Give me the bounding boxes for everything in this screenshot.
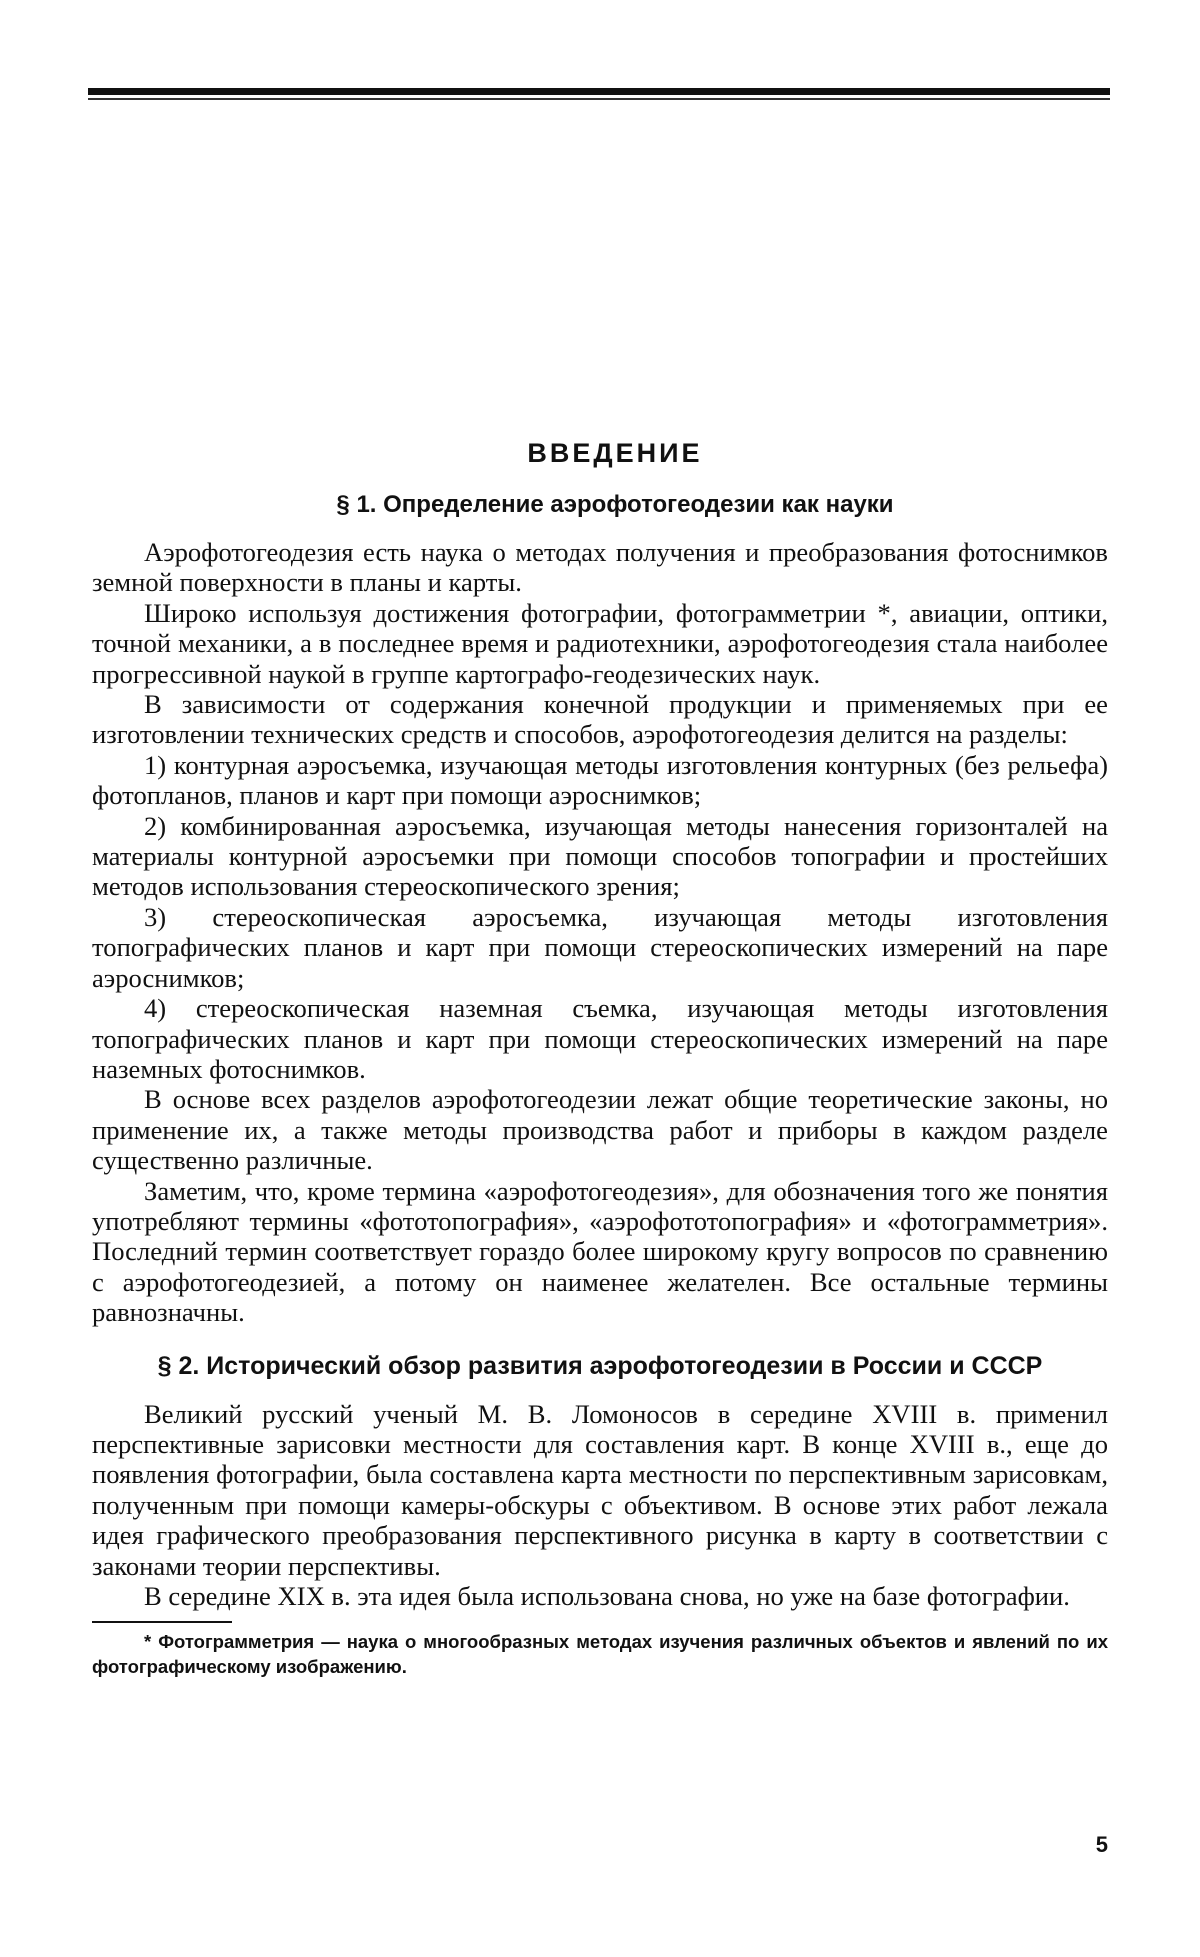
top-rule	[88, 88, 1110, 95]
section-1-body	[92, 537, 1108, 1328]
paragraph: Заметим, что, кроме термина «аэрофотогеодезия», для обозначения того же понятия употребляют термины «фототопография», «аэрофототопография» и «фотограмметрия». Последний термин соответствует гораздо более широкому кругу вопросов по сравнению с аэрофотогеодезией, а потому он наименее желателен. Все остальные термины равнозначны.	[92, 1175, 1108, 1328]
paragraph: Великий русский ученый М. В. Ломоносов в середине XVIII в. применил перспективные зарисовки местности для составления карт. В конце XVIII в., еще до появления фотографии, была составлена карта местности по перспективным зарисовкам, полученным при помощи камеры-обскуры с объективом. В основе этих работ лежала идея графического преобразования перспективного рисунка в карту в соответствии с законами теории перспективы.	[92, 1398, 1108, 1581]
list-item: 2) комбинированная аэросъемка, изучающая методы нанесения горизонталей на материалы контурной аэросъемки при помощи способов топографии и простейших методов использования стереоскопического зрения;	[92, 810, 1108, 902]
list-item: 1) контурная аэросъемка, изучающая методы изготовления контурных (без рельефа) фотопланов, планов и карт при помощи аэроснимков;	[92, 749, 1108, 811]
page-number: 5	[1095, 1832, 1108, 1857]
footnote-rule	[92, 1621, 232, 1623]
paragraph: В основе всех разделов аэрофотогеодезии лежат общие теоретические законы, но применение их, а также методы производства работ и приборы в каждом разделе существенно различные.	[92, 1084, 1108, 1176]
section-2-heading: § 2. Исторический обзор развития аэрофотогеодезии в России и СССР	[157, 1351, 1043, 1380]
top-rule-thin	[88, 98, 1110, 100]
paragraph: Широко используя достижения фотографии, фотограмметрии *, авиации, оптики, точной механики, а в последнее время и радиотехники, аэрофотогеодезия стала наиболее прогрессивной наукой в группе картографо-геодезических наук.	[92, 597, 1108, 689]
page-content	[92, 438, 1108, 1679]
paragraph: В середине XIX в. эта идея была использована снова, но уже на базе фотографии.	[144, 1581, 1070, 1611]
footnote: * Фотограмметрия — наука о многообразных методах изучения различных объектов и явлений по их фотографическому изображению.	[92, 1631, 1108, 1678]
section-2-body	[92, 1399, 1108, 1612]
section-1-heading: § 1. Определение аэрофотогеодезии как науки	[336, 491, 894, 518]
list-item: 4) стереоскопическая наземная съемка, изучающая методы изготовления топографических планов и карт при помощи стереоскопических измерений на паре наземных фотоснимков.	[92, 993, 1108, 1084]
paragraph: Аэрофотогеодезия есть наука о методах получения и преобразования фотоснимков земной поверхности в планы и карты.	[92, 537, 1108, 598]
list-item: 3) стереоскопическая аэросъемка, изучающая методы изготовления топографических планов и карт при помощи стереоскопических измерений на паре аэроснимков;	[92, 901, 1108, 993]
paragraph: В зависимости от содержания конечной продукции и применяемых при ее изготовлении технических средств и способов, аэрофотогеодезия делится на разделы:	[92, 689, 1108, 750]
chapter-heading: ВВЕДЕНИЕ	[527, 438, 703, 468]
